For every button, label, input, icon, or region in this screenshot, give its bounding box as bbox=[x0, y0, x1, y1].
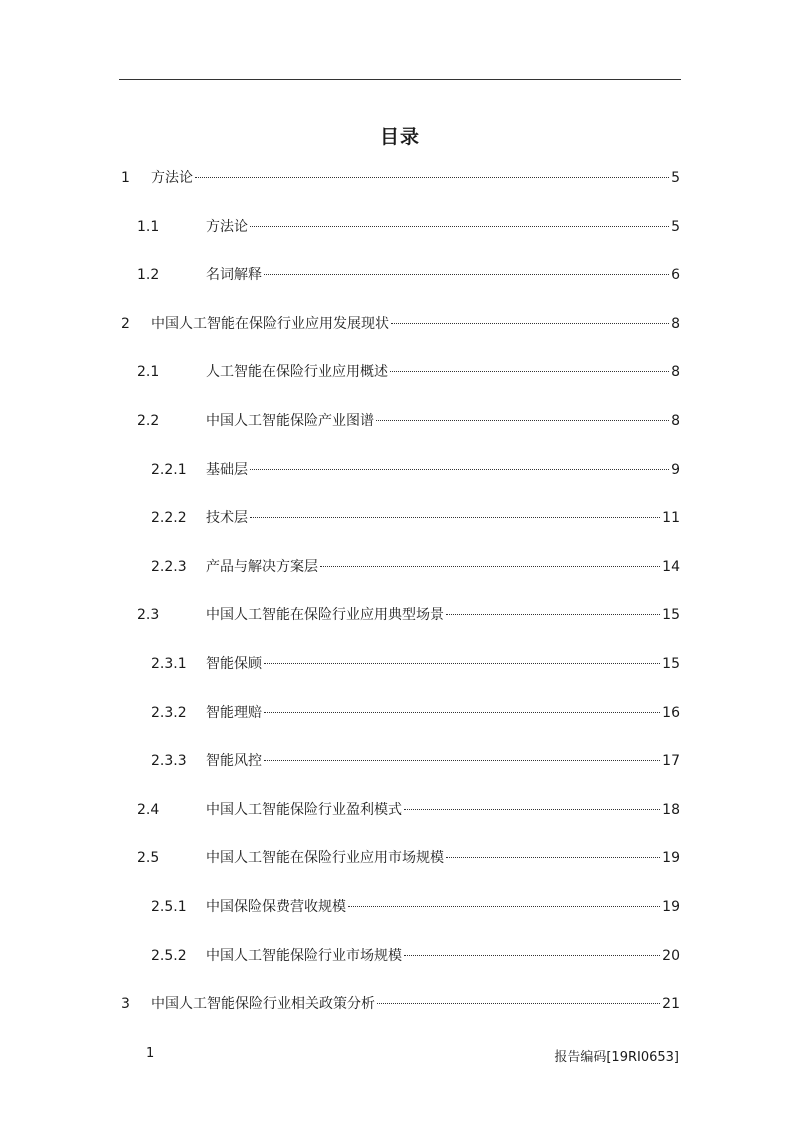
toc-dot-leader bbox=[250, 226, 669, 227]
toc-entry-number: 2 bbox=[121, 315, 130, 332]
toc-entry-label: 方法论 bbox=[206, 218, 248, 235]
toc-entry-page: 15 bbox=[662, 607, 680, 624]
toc-entry-label: 基础层 bbox=[206, 461, 248, 478]
toc-dot-leader bbox=[446, 857, 660, 858]
toc-entry-page: 19 bbox=[662, 899, 680, 915]
toc-dot-leader bbox=[264, 663, 660, 664]
toc-dot-leader bbox=[264, 274, 669, 275]
toc-entry-number: 2.5.1 bbox=[151, 899, 187, 915]
toc-entry[interactable] bbox=[121, 314, 680, 334]
toc-entry-page: 18 bbox=[662, 801, 680, 818]
toc-entry[interactable] bbox=[137, 411, 680, 431]
toc-dot-leader bbox=[348, 906, 660, 907]
footer-page-number: 1 bbox=[146, 1046, 155, 1061]
toc-entry-page: 8 bbox=[671, 364, 680, 381]
toc-dot-leader bbox=[377, 1003, 660, 1004]
toc-entry-page: 9 bbox=[671, 461, 680, 478]
toc-entry-number: 2.2.3 bbox=[151, 558, 187, 575]
toc-entry-number: 3 bbox=[121, 996, 130, 1013]
header-rule bbox=[119, 79, 681, 80]
toc-entry-number: 2.3.3 bbox=[151, 753, 187, 770]
toc-entry-page: 19 bbox=[662, 850, 680, 867]
toc-entry-label: 中国人工智能在保险行业应用典型场景 bbox=[206, 607, 444, 624]
toc-entry-number: 1 bbox=[121, 170, 130, 186]
toc-entry-page: 8 bbox=[671, 413, 680, 429]
toc-entry-page: 11 bbox=[662, 510, 680, 527]
toc-dot-leader bbox=[264, 760, 660, 761]
toc-dot-leader bbox=[195, 177, 669, 178]
toc-entry[interactable] bbox=[151, 508, 680, 528]
toc-dot-leader bbox=[320, 566, 660, 567]
toc-dot-leader bbox=[250, 469, 669, 470]
toc-entry-label: 智能理赔 bbox=[206, 704, 262, 721]
toc-entry-number: 2.2.2 bbox=[151, 510, 187, 527]
toc-entry-number: 2.1 bbox=[137, 364, 160, 381]
toc-entry[interactable] bbox=[137, 362, 680, 382]
toc-entry-label: 方法论 bbox=[151, 170, 193, 186]
toc-entry-label: 技术层 bbox=[206, 510, 248, 527]
toc-entry-label: 人工智能在保险行业应用概述 bbox=[206, 364, 388, 381]
toc-entry[interactable] bbox=[151, 654, 680, 674]
toc-entry-page: 20 bbox=[662, 947, 680, 964]
toc-entry-label: 中国人工智能保险产业图谱 bbox=[206, 413, 374, 429]
toc-dot-leader bbox=[404, 955, 660, 956]
toc-dot-leader bbox=[264, 712, 660, 713]
toc-entry-label: 中国保险保费营收规模 bbox=[206, 899, 346, 915]
toc-entry-number: 2.3.2 bbox=[151, 704, 187, 721]
toc-entry-number: 2.3.1 bbox=[151, 656, 187, 672]
toc-dot-leader bbox=[376, 420, 669, 421]
toc-entry[interactable] bbox=[137, 848, 680, 868]
toc-entry-number: 2.5 bbox=[137, 850, 160, 867]
toc-entry[interactable] bbox=[121, 994, 680, 1014]
toc-entry[interactable] bbox=[137, 265, 680, 285]
toc-entry-page: 8 bbox=[671, 315, 680, 332]
toc-entry[interactable] bbox=[151, 557, 680, 577]
toc-entry-label: 智能风控 bbox=[206, 753, 262, 770]
toc-dot-leader bbox=[446, 614, 660, 615]
toc-entry[interactable] bbox=[137, 800, 680, 820]
page-title: 目录 bbox=[379, 126, 420, 148]
toc-entry-label: 中国人工智能在保险行业应用发展现状 bbox=[151, 315, 389, 332]
toc-entry-number: 1.1 bbox=[137, 218, 160, 235]
toc-entry-page: 21 bbox=[662, 996, 680, 1013]
toc-entry[interactable] bbox=[137, 605, 680, 625]
toc-entry-page: 16 bbox=[662, 704, 680, 721]
toc-entry-page: 6 bbox=[671, 267, 680, 284]
toc-entry-label: 中国人工智能在保险行业应用市场规模 bbox=[206, 850, 444, 867]
toc-entry[interactable] bbox=[151, 946, 680, 966]
toc-entry-number: 2.2 bbox=[137, 413, 160, 429]
toc-entry-label: 名词解释 bbox=[206, 267, 262, 284]
toc-entry[interactable] bbox=[121, 168, 680, 188]
toc-entry-page: 14 bbox=[662, 558, 680, 575]
toc-entry-page: 5 bbox=[671, 170, 680, 186]
toc-entry-label: 中国人工智能保险行业盈利模式 bbox=[206, 801, 402, 818]
toc-dot-leader bbox=[390, 371, 669, 372]
toc-entry[interactable] bbox=[137, 217, 680, 237]
toc-entry[interactable] bbox=[151, 703, 680, 723]
toc-entry-label: 中国人工智能保险行业市场规模 bbox=[206, 947, 402, 964]
toc-entry-label: 智能保顾 bbox=[206, 656, 262, 672]
toc-entry-number: 1.2 bbox=[137, 267, 160, 284]
toc-dot-leader bbox=[404, 809, 660, 810]
toc-entry-page: 15 bbox=[662, 656, 680, 672]
toc-dot-leader bbox=[250, 517, 660, 518]
toc-entry-label: 中国人工智能保险行业相关政策分析 bbox=[151, 996, 375, 1013]
toc-dot-leader bbox=[391, 323, 669, 324]
toc-entry[interactable] bbox=[151, 460, 680, 480]
toc-entry-page: 17 bbox=[662, 753, 680, 770]
toc-entry[interactable] bbox=[151, 897, 680, 917]
toc-entry-page: 5 bbox=[671, 218, 680, 235]
toc-entry-number: 2.3 bbox=[137, 607, 160, 624]
toc-entry[interactable] bbox=[151, 751, 680, 771]
toc-entry-number: 2.4 bbox=[137, 801, 160, 818]
toc-entry-number: 2.5.2 bbox=[151, 947, 187, 964]
footer-report-code: 报告编码[19RI0653] bbox=[554, 1050, 679, 1065]
toc-entry-number: 2.2.1 bbox=[151, 461, 187, 478]
toc-entry-label: 产品与解决方案层 bbox=[206, 558, 318, 575]
